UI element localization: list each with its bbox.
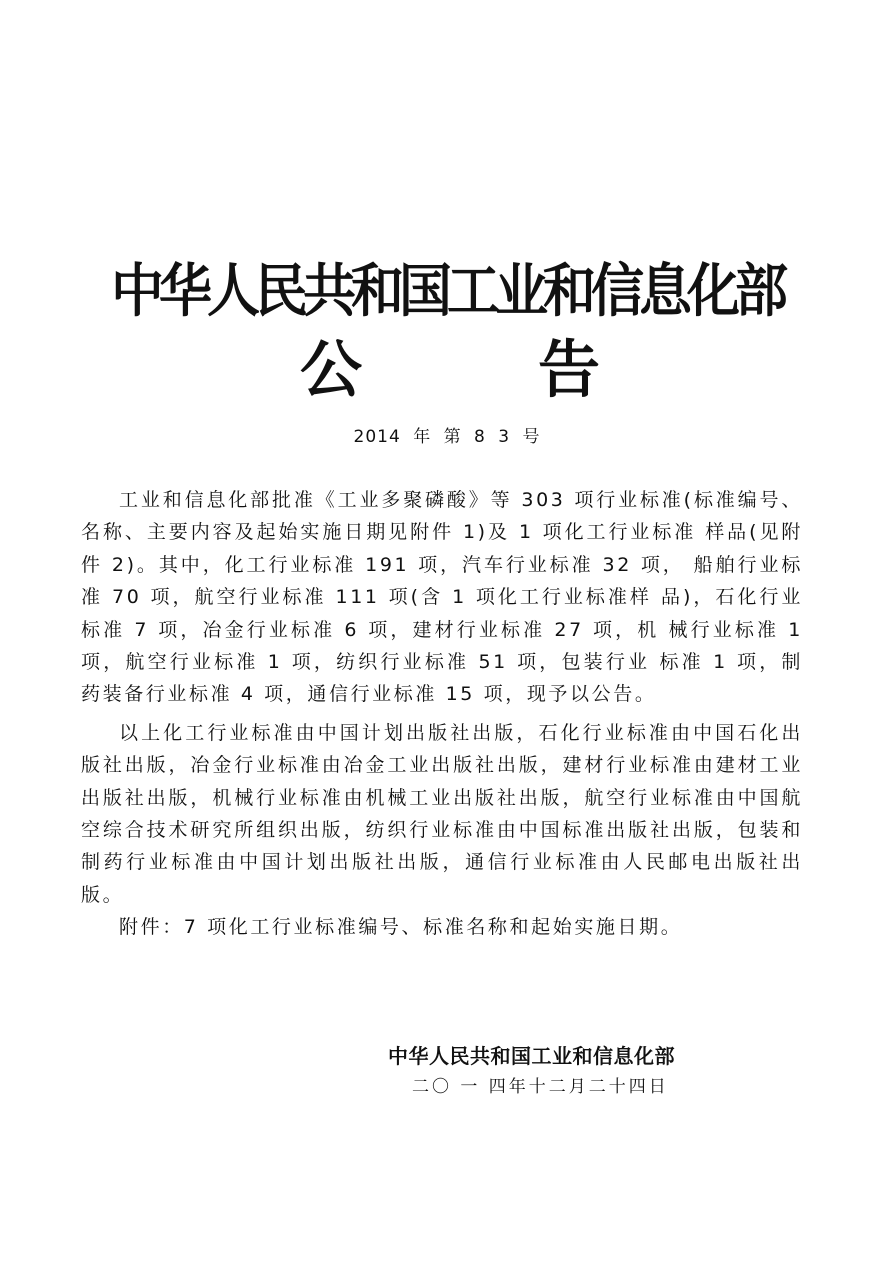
document-body	[81, 484, 803, 944]
subtitle-char-left: 公	[300, 333, 363, 406]
issuer-signature: 中华人民共和国工业和信息化部	[388, 1044, 675, 1068]
document-subtitle	[300, 330, 600, 410]
document-number: 2014 年 第 8 3 号	[353, 427, 541, 447]
subtitle-char-right: 告	[537, 333, 600, 406]
issue-date: 二〇 一 四年十二月二十四日	[412, 1077, 669, 1097]
document-title: 中华人民共和国工业和信息化部	[111, 258, 783, 325]
body-paragraph: 工业和信息化部批准《工业多聚磷酸》等 303 项行业标准(标准编号、名称、主要内容及起始实施日期见附件 1)及 1 项化工行业标准 样品(见附件 2)。其中，化工行业标准 191 项，汽车行业标准 32 项， 船舶行业标准 70 项，航空行业标准 111 项(含 1 项化工行业标准样 品)，石化行业标准 7 项，冶金行业标准 6 项，建材行业标准 27 项，机 械行业标准 1 项，航空行业标准 1 项，纺织行业标准 51 项，包装行业 标准 1 项，制药装备行业标准 4 项，通信行业标准 15 项，现予以公告。	[81, 489, 803, 706]
attachment-note: 附件：7 项化工行业标准编号、标准名称和起始实施日期。	[119, 916, 683, 939]
body-paragraph: 以上化工行业标准由中国计划出版社出版，石化行业标准由中国石化出版社出版，冶金行业标准由冶金工业出版社出版，建材行业标准由建材工业出版社出版，机械行业标准由机械工业出版社出版，航空行业标准由中国航空综合技术研究所组织出版，纺织行业标准由中国标准出版社出版，包装和制药行业标准由中国计划出版社出版，通信行业标准由人民邮电出版社出版。	[81, 721, 803, 906]
